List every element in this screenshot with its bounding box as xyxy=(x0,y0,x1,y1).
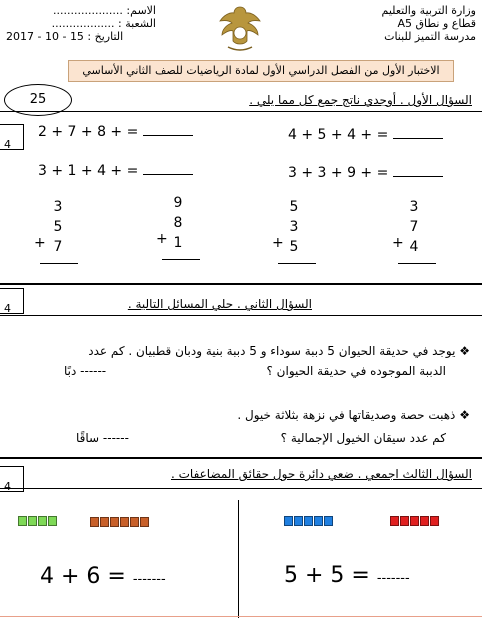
bullet-icon: ❖ xyxy=(459,408,470,422)
brown-cube xyxy=(100,517,109,527)
blue-cubes xyxy=(284,511,334,530)
q3-mark: 4 xyxy=(0,466,24,492)
exam-title: الاختبار الأول من الفصل الدراسي الأول لمادة الرياضيات للصف الثاني الأساسي xyxy=(68,60,454,82)
answer-blank[interactable] xyxy=(393,164,443,177)
green-cube xyxy=(48,516,57,526)
brown-cube xyxy=(120,517,129,527)
equation: 3 + 3 + 9 + = xyxy=(288,164,443,181)
answer-line[interactable] xyxy=(40,263,78,264)
answer-line[interactable] xyxy=(162,259,200,260)
blue-cube xyxy=(284,516,293,526)
problem-2-answer[interactable]: ------ ساقًا xyxy=(76,431,129,445)
ministry-name: وزارة التربية والتعليم xyxy=(381,4,476,17)
brown-cube xyxy=(140,517,149,527)
brown-cube xyxy=(110,517,119,527)
red-cube xyxy=(430,516,439,526)
plus-sign: + xyxy=(272,235,284,251)
q2-mark: 4 xyxy=(0,288,24,314)
answer-line[interactable] xyxy=(278,263,316,264)
school-name: مدرسة التميز للبنات xyxy=(384,30,476,43)
vertical-addition: 5 3 5 xyxy=(289,199,299,255)
date-field: التاريخ : 15 - 10 - 2017 xyxy=(6,30,124,43)
bullet-icon: ❖ xyxy=(459,344,470,358)
green-cube xyxy=(18,516,27,526)
green-cubes xyxy=(18,511,58,530)
answer-blank[interactable]: ------- xyxy=(132,572,166,587)
plus-sign: + xyxy=(392,235,404,251)
section-divider xyxy=(0,283,482,285)
problem-2: ❖ ذهبت حصة وصديقاتها في نزهة بثلاثة خيول . xyxy=(237,408,470,422)
answer-line[interactable] xyxy=(398,263,436,264)
section-field: الشعبة : .................. xyxy=(51,17,156,30)
red-cube xyxy=(410,516,419,526)
equation: 3 + 1 + 4 + = xyxy=(38,162,193,179)
q3-heading: السؤال الثالث اجمعي . ضعي دائرة حول حقائق المضاعفات . xyxy=(170,467,472,481)
brown-cubes xyxy=(90,512,150,531)
red-cubes xyxy=(390,511,440,530)
brown-cube xyxy=(130,517,139,527)
right-equation: 5 + 5 = ------- xyxy=(284,563,410,588)
brown-cube xyxy=(90,517,99,527)
q1-heading: السؤال الأول . أوجدي ناتج جمع كل مما يلي . xyxy=(249,93,472,107)
divider xyxy=(0,111,482,112)
plus-sign: + xyxy=(34,235,46,251)
green-cube xyxy=(28,516,37,526)
answer-blank[interactable] xyxy=(393,126,443,139)
equation: 2 + 7 + 8 + = xyxy=(38,123,193,140)
column-divider xyxy=(238,500,239,618)
vertical-addition: 3 7 4 xyxy=(409,199,419,255)
blue-cube xyxy=(324,516,333,526)
red-cube xyxy=(390,516,399,526)
vertical-addition: 9 8 1 xyxy=(173,195,183,251)
answer-blank[interactable] xyxy=(143,162,193,175)
page-bottom-line xyxy=(0,616,482,617)
problem-1-answer[interactable]: ------ دبًا xyxy=(64,364,107,378)
total-score: 25 xyxy=(4,84,72,116)
problem-1-line-2: الدببة الموجوده في حديقة الحيوان ؟ xyxy=(266,364,446,378)
red-cube xyxy=(400,516,409,526)
q2-heading: السؤال الثاني . حلي المسائل التالية . xyxy=(127,297,312,311)
red-cube xyxy=(420,516,429,526)
equation: 4 + 5 + 4 + = xyxy=(288,126,443,143)
left-equation: 4 + 6 = ------- xyxy=(40,564,166,589)
blue-cube xyxy=(304,516,313,526)
sector-name: قطاع و نطاق A5 xyxy=(397,17,476,30)
green-cube xyxy=(38,516,47,526)
blue-cube xyxy=(314,516,323,526)
answer-blank[interactable]: ------- xyxy=(376,571,410,586)
section-divider xyxy=(0,457,482,459)
blue-cube xyxy=(294,516,303,526)
problem-1: ❖ يوجد في حديقة الحيوان 5 دببة سوداء و 5 دببة بنية ودبان قطبيان . كم عدد xyxy=(88,344,470,358)
problem-2-line-2: كم عدد سيقان الخيول الإجمالية ؟ xyxy=(280,431,446,445)
vertical-addition: 3 5 7 xyxy=(53,199,63,255)
divider xyxy=(0,315,482,316)
answer-blank[interactable] xyxy=(143,123,193,136)
divider xyxy=(0,488,482,489)
student-name-field: الاسم: .................... xyxy=(52,4,156,17)
uae-emblem-icon xyxy=(216,3,264,53)
q1-mark: 4 xyxy=(0,124,24,150)
plus-sign: + xyxy=(156,231,168,247)
